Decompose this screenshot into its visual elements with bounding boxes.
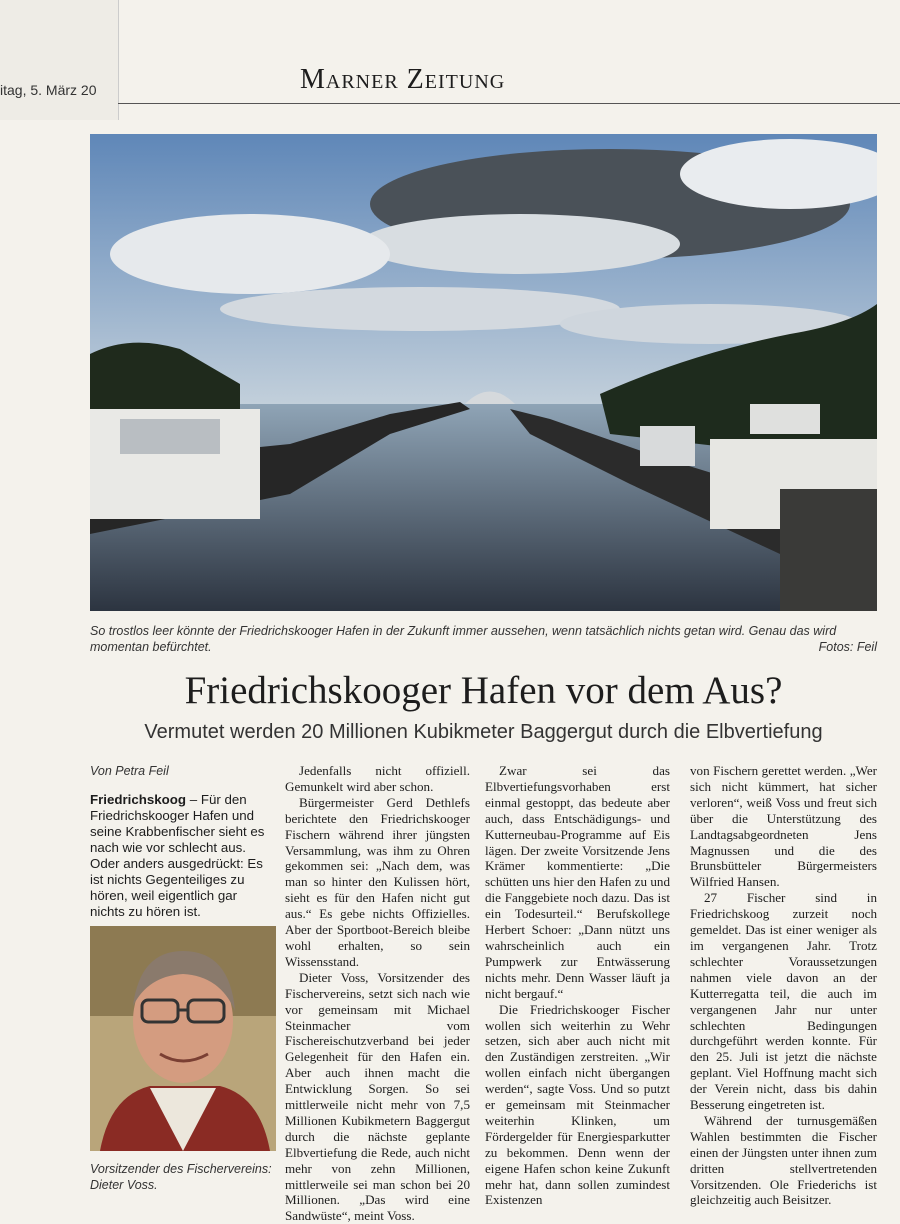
paragraph: Zwar sei das Elbvertiefungsvorhaben erst einmal gestoppt, das bedeute aber auch, dass Entschädigungs- und Kutterneubau-Programme auf Eis lägen. Der zweite Vorsitzende Jens Krämer kommentierte: „Die schütten uns hier den Hafen zu und die Fanggebiete noch dazu. Das ist ein Todesurteil.“ Berufskollege Herbert Schoer: „Dann nützt uns wahrscheinlich auch ein Pumpwerk zur Entwässerung nichts mehr. Denn Wasser läuft ja nicht bergauf.“ <box>485 763 670 1001</box>
portrait-photo <box>90 926 276 1151</box>
article-intro <box>90 792 268 920</box>
masthead-rule <box>118 103 900 104</box>
photo-caption-text: So trostlos leer könnte der Friedrichskooger Hafen in der Zukunft immer aussehen, wenn tatsächlich nichts getan wird. Genau das wird momentan befürchtet. <box>90 624 837 654</box>
intro-text: – Für den Friedrichskooger Hafen und seine Krabbenfischer sieht es nach wie vor schlecht aus. Oder anders ausgedrückt: Es ist nichts Gegenteiliges zu hören, weil eigentlich gar nichts zu hören ist. <box>90 792 265 919</box>
dateline: itag, 5. März 20 <box>0 82 97 98</box>
photo-caption <box>90 623 877 655</box>
harbor-photo <box>90 134 877 611</box>
intro-place: Friedrichskoog <box>90 792 187 807</box>
article-column-4 <box>690 763 877 1208</box>
article-subheadline: Vermutet werden 20 Millionen Kubikmeter Baggergut durch die Elbvertiefung <box>144 721 823 743</box>
paragraph: Die Friedrichskooger Fischer wollen sich weiterhin zu Wehr setzen, sich aber auch nicht mit den Zuständigen zerstreiten. „Wir wollen einfach nicht übergangen werden“, sagte Voss. Und so putzt er gemeinsam mit Steinmacher weiterhin Klinken, um Fördergelder für Energiesparkutter zu bekommen. Denn wenn der eigene Hafen schon keine Zukunft mehr hat, dann sollen zumindest Existenzen <box>485 1001 670 1208</box>
paragraph: 27 Fischer sind in Friedrichskoog zurzeit noch gemeldet. Das ist einer weniger als im vergangenen Jahr. Trotz schlechter Voraussetzungen nahmen viele davon an der Kutterregatta teil, die auch im vergangenen Jahr nur unter schlechten Bedingungen durchgeführt werden konnte. Für den 25. Juli ist jetzt die nächste geplant. Viel Hoffnung macht sich der Verein nicht, dass bis dahin Besserung eingetreten ist. <box>690 890 877 1113</box>
article-column-3 <box>485 763 670 1208</box>
paragraph: Jedenfalls nicht offiziell. Gemunkelt wird aber schon. <box>285 763 470 794</box>
paragraph: von Fischern gerettet werden. „Wer sich nicht kümmert, hat sicher verloren“, weiß Voss und freut sich über die Unterstützung des Landtagsabgeordneten Jens Magnussen und die des Brunsbütteler Bürgermeisters Wilfried Hansen. <box>690 763 877 890</box>
byline: Von Petra Feil <box>90 764 169 778</box>
portrait-caption: Vorsitzender des Fischervereins: Dieter Voss. <box>90 1162 272 1192</box>
paragraph: Während der turnusgemäßen Wahlen bestimmten die Fischer einen der Jüngsten unter ihnen zum dritten stellvertretenden Vorsitzenden. Ole Friederichs ist gleichzeitig auch Beisitzer. <box>690 1112 877 1208</box>
adjacent-page-edge <box>0 0 119 120</box>
photo-credit: Fotos: Feil <box>818 640 877 654</box>
harbor-photo-illustration <box>90 134 877 611</box>
newspaper-masthead: Marner Zeitung <box>300 64 506 95</box>
article-headline: Friedrichskooger Hafen vor dem Aus? <box>184 669 783 712</box>
paragraph: Dieter Voss, Vorsitzender des Fischervereins, setzt sich nach wie vor gemeinsam mit Michael Steinmacher vom Fischereischutzverband bei jeder Gelegenheit für den Hafen ein. Aber auch ihnen macht die Entwicklung Sorgen. So sei mittlerweile nicht mehr von 7,5 Millionen Kubikmetern Baggergut durch die nächste geplante Elbvertiefung die Rede, auch nicht mehr von zehn Millionen, mittlerweile sei man schon bei 20 Millionen. „Das wird eine Sandwüste“, meint Voss. <box>285 969 470 1224</box>
paragraph: Bürgermeister Gerd Dethlefs berichtete den Friedrichskooger Fischern während ihrer jüngsten Versammlung, was ihm zu Ohren gekommen sei: „Nach dem, was man so hinter den Kulissen hört, sieht es für den Hafen nicht gut aus.“ Es gebe nichts Offizielles. Aber der Sportboot-Bereich bleibe wohl erhalten, so sein Wissensstand. <box>285 794 470 969</box>
portrait-illustration <box>90 926 276 1151</box>
article-column-2 <box>285 763 470 1224</box>
